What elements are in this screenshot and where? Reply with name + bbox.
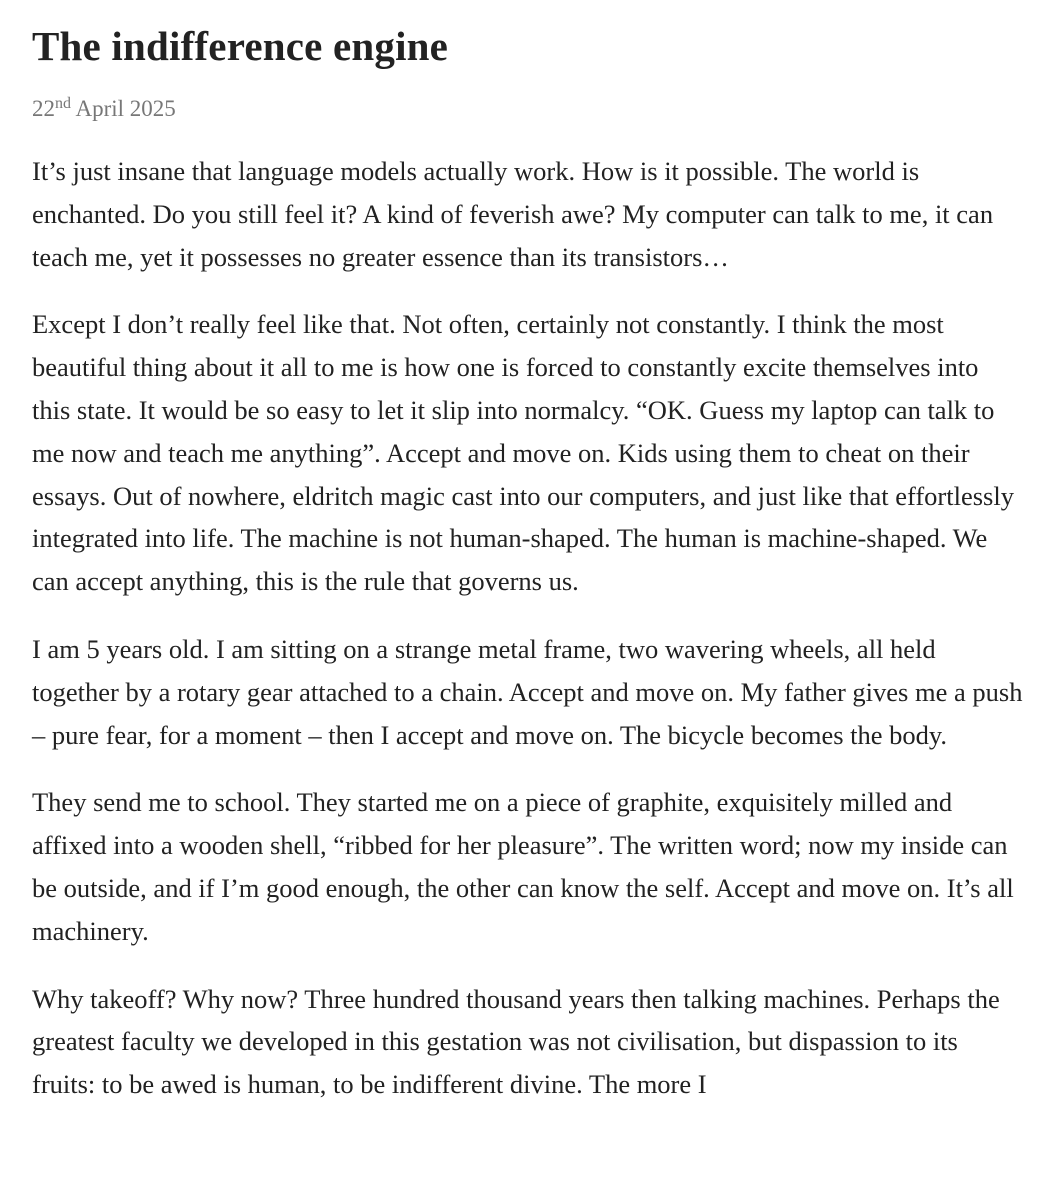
- paragraph: They send me to school. They started me on a piece of graphite, exquisitely milled and affixed into a wooden shell, “ribbed for her pleasure”. The written word; now my inside can be outside, and if I’m good enough, the other can know the self. Accept and move on. It’s all machinery.: [32, 787, 1014, 946]
- paragraph: Why takeoff? Why now? Three hundred thousand years then talking machines. Perhaps the greatest faculty we developed in this gestation was not civilisation, but dispassion to its fruits: to be awed is human, to be indifferent divine. The more I: [32, 983, 1000, 1100]
- date-month-year: April 2025: [75, 96, 176, 121]
- date-day-suffix: nd: [55, 95, 71, 112]
- paragraph: I am 5 years old. I am sitting on a strange metal frame, two wavering wheels, all held together by a rotary gear attached to a chain. Accept and move on. My father gives me a push – pure fear, for a moment – then I accept and move on. The bicycle becomes the body.: [32, 633, 1023, 750]
- article-title: The indifference engine: [32, 23, 449, 69]
- paragraph: Except I don’t really feel like that. Not often, certainly not constantly. I think the most beautiful thing about it all to me is how one is forced to constantly excite themselves into this state. It would be so easy to let it slip into normalcy. “OK. Guess my laptop can talk to me now and teach me anything”. Accept and move on. Kids using them to cheat on their essays. Out of nowhere, eldritch magic cast into our computers, and just like that effortlessly integrated into life. The machine is not human-shaped. The human is machine-shaped. We can accept anything, this is the rule that governs us.: [32, 309, 1014, 597]
- date-day: 22: [32, 96, 55, 121]
- article-date: [32, 94, 1023, 124]
- paragraph: It’s just insane that language models actually work. How is it possible. The world is enchanted. Do you still feel it? A kind of feverish awe? My computer can talk to me, it can teach me, yet it possesses no greater essence than its transistors…: [32, 156, 994, 272]
